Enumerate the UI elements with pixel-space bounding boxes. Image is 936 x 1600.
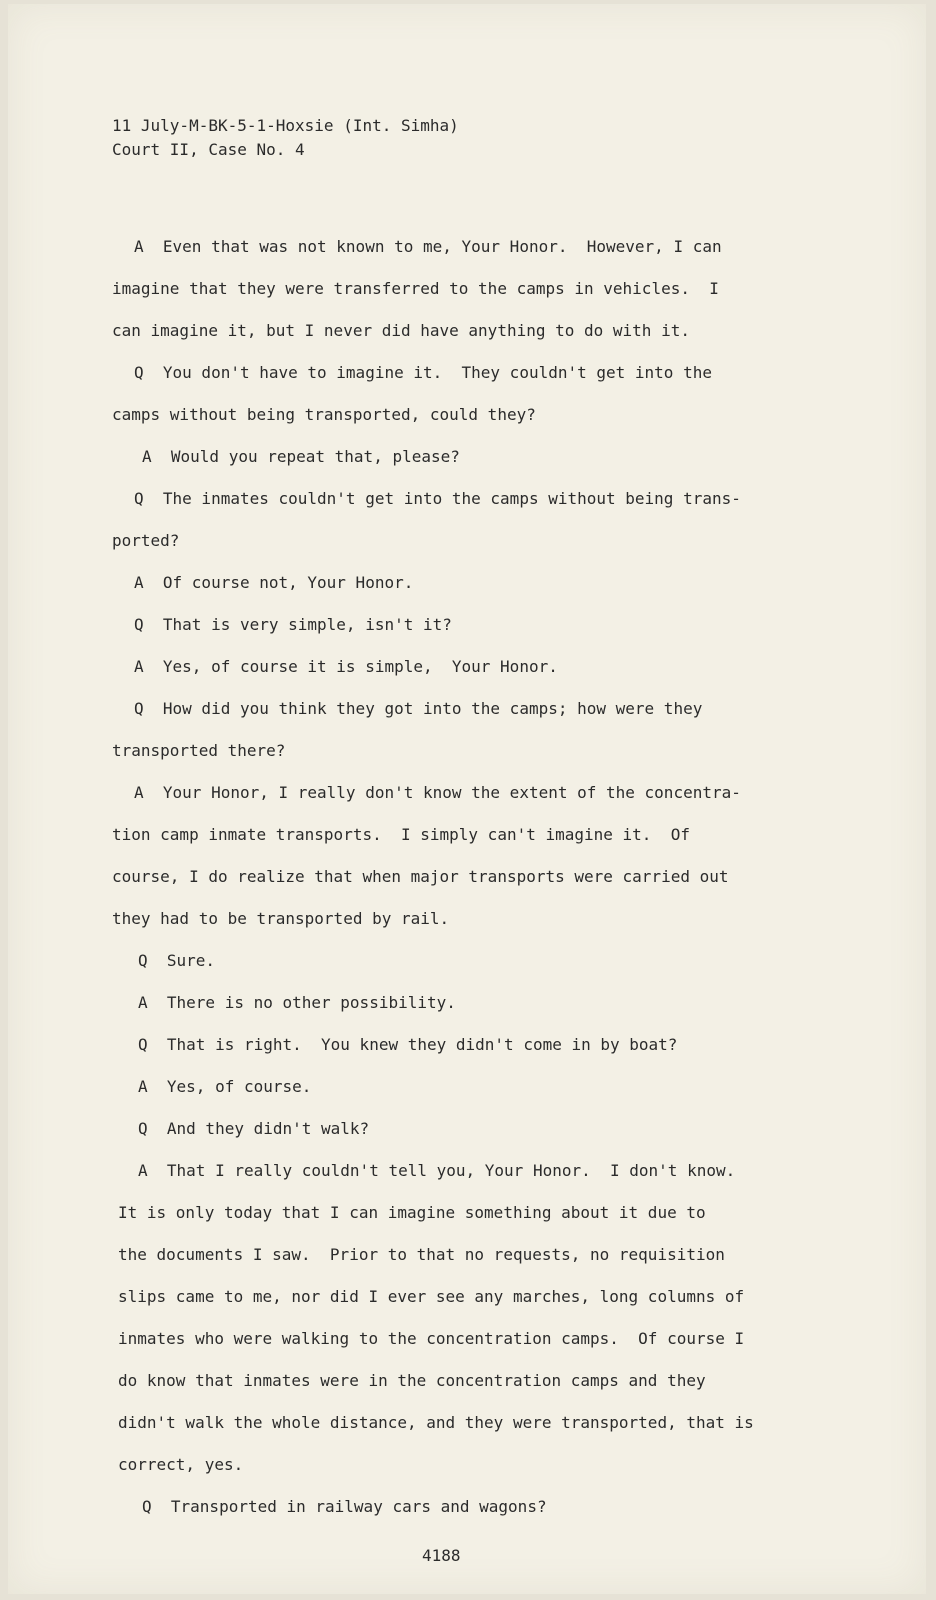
- transcript-line: Q And they didn't walk?: [138, 1119, 370, 1138]
- transcript-line: A Of course not, Your Honor.: [134, 573, 414, 592]
- transcript-line: Q That is right. You knew they didn't come in by boat?: [138, 1035, 678, 1054]
- transcript-line: slips came to me, nor did I ever see any marches, long columns of: [118, 1287, 745, 1306]
- transcript-line: imagine that they were transferred to the camps in vehicles. I: [112, 279, 719, 298]
- transcript-line: Q You don't have to imagine it. They couldn't get into the: [134, 363, 712, 382]
- transcript-line: A That I really couldn't tell you, Your Honor. I don't know.: [138, 1161, 736, 1180]
- transcript-line: Q Transported in railway cars and wagons?: [142, 1497, 547, 1516]
- transcript-line: Q How did you think they got into the camps; how were they: [134, 699, 703, 718]
- transcript-line: can imagine it, but I never did have anything to do with it.: [112, 321, 690, 340]
- header-reference: 11 July-M-BK-5-1-Hoxsie (Int. Simha): [112, 116, 459, 135]
- transcript-line: Q That is very simple, isn't it?: [134, 615, 452, 634]
- transcript-line: tion camp inmate transports. I simply can't imagine it. Of: [112, 825, 690, 844]
- transcript-line: ported?: [112, 531, 180, 550]
- document-page: [8, 4, 926, 1594]
- transcript-line: It is only today that I can imagine something about it due to: [118, 1203, 706, 1222]
- transcript-line: inmates who were walking to the concentration camps. Of course I: [118, 1329, 745, 1348]
- page-number: 4188: [422, 1546, 461, 1565]
- transcript-line: A Even that was not known to me, Your Honor. However, I can: [134, 237, 722, 256]
- transcript-line: camps without being transported, could they?: [112, 405, 536, 424]
- transcript-line: course, I do realize that when major transports were carried out: [112, 867, 729, 886]
- transcript-line: transported there?: [112, 741, 286, 760]
- transcript-line: A Would you repeat that, please?: [142, 447, 460, 466]
- transcript-line: didn't walk the whole distance, and they were transported, that is: [118, 1413, 754, 1432]
- transcript-line: do know that inmates were in the concentration camps and they: [118, 1371, 706, 1390]
- transcript-line: A Yes, of course.: [138, 1077, 312, 1096]
- document-header: [112, 114, 459, 162]
- transcript-line: A Yes, of course it is simple, Your Honor.: [134, 657, 558, 676]
- transcript-line: the documents I saw. Prior to that no requests, no requisition: [118, 1245, 725, 1264]
- transcript-line: A Your Honor, I really don't know the extent of the concentra-: [134, 783, 741, 802]
- transcript-line: Q The inmates couldn't get into the camps without being trans-: [134, 489, 741, 508]
- transcript-line: they had to be transported by rail.: [112, 909, 450, 928]
- transcript-line: Q Sure.: [138, 951, 216, 970]
- header-court-case: Court II, Case No. 4: [112, 140, 305, 159]
- transcript-line: correct, yes.: [118, 1455, 244, 1474]
- transcript-line: A There is no other possibility.: [138, 993, 456, 1012]
